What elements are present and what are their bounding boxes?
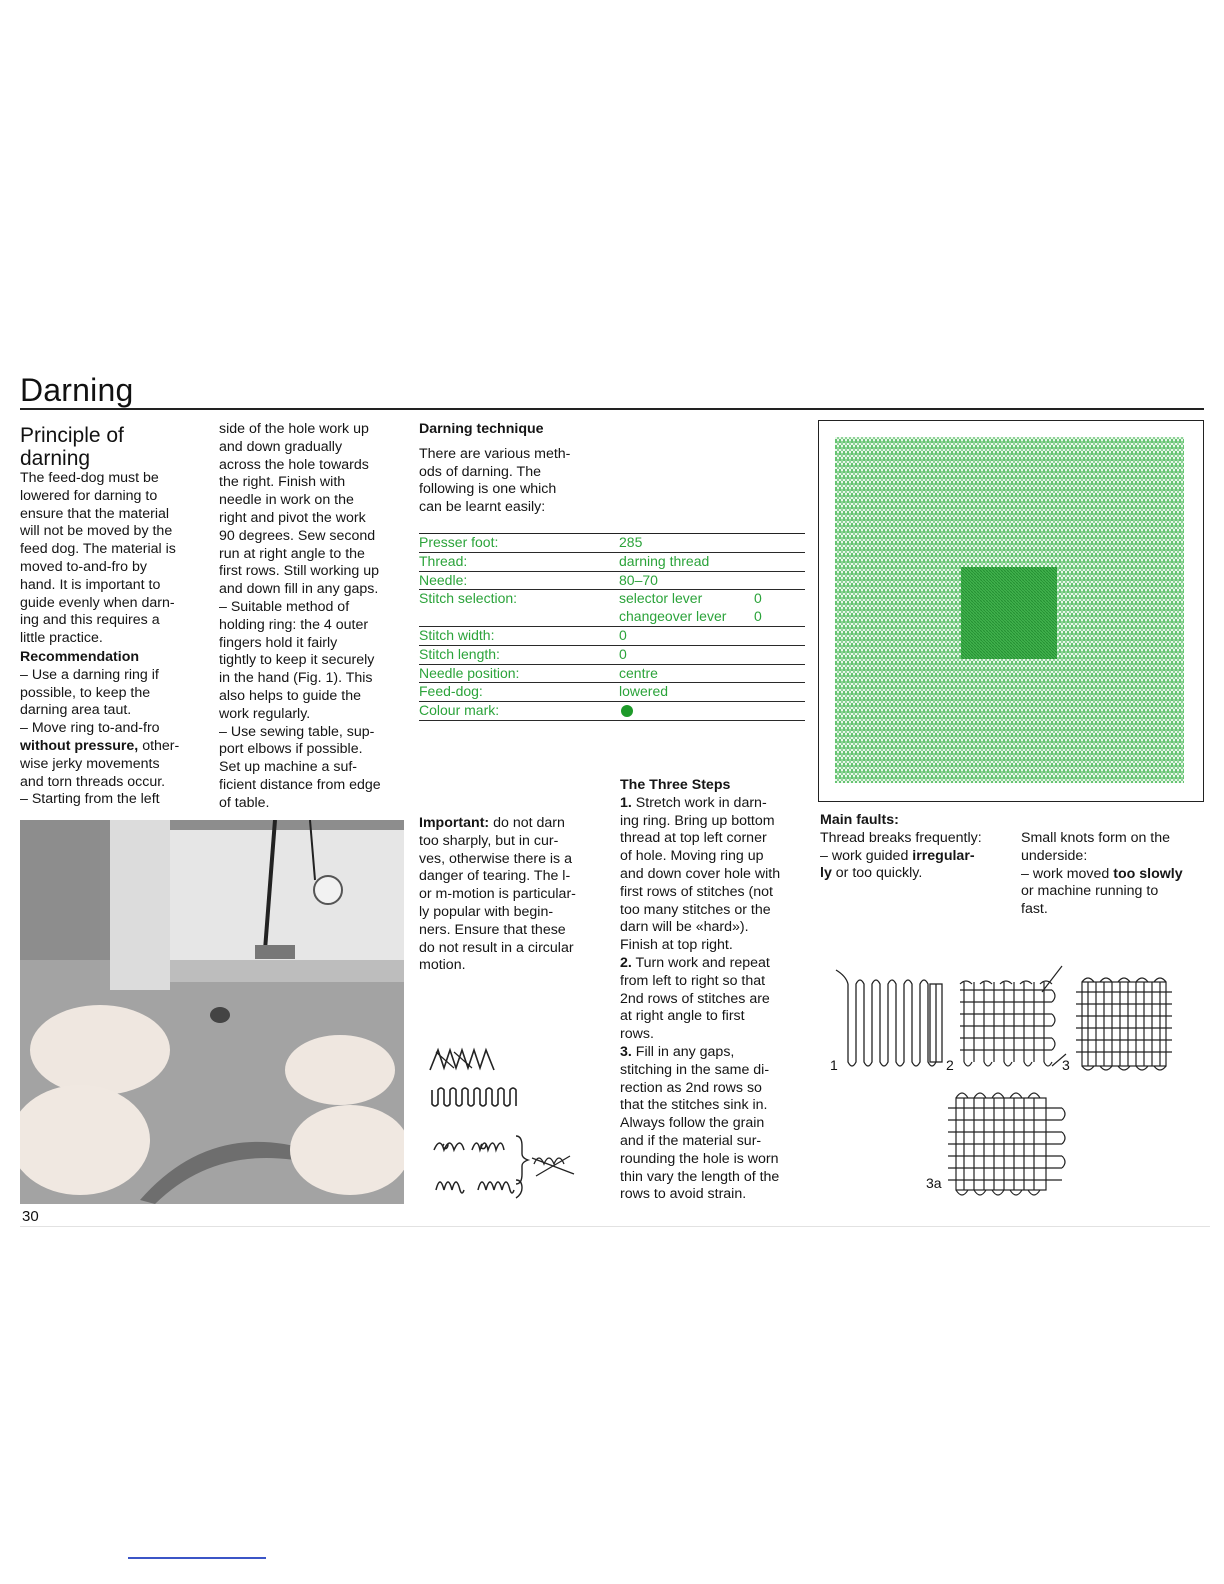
settings-value: 285 <box>619 534 643 550</box>
intro-line: feed dog. The material is <box>20 541 176 558</box>
step3-line: that the stitches sink in. <box>620 1097 768 1114</box>
important-line: danger of tearing. The l- <box>419 868 571 885</box>
step1-lines <box>620 813 816 955</box>
column-principle <box>20 424 205 809</box>
recommendation-pre: possible, to keep the <box>20 684 151 701</box>
faults-right-line2: underside: <box>1021 847 1088 864</box>
faults-left-line1: Thread breaks frequently: <box>820 829 982 846</box>
step1-line: thread at top left corner <box>620 830 767 847</box>
settings-label: Stitch selection: <box>419 590 518 607</box>
important-first-text: do not darn <box>489 815 565 831</box>
recommendation-post: other- <box>138 737 180 754</box>
intro-line: The feed-dog must be <box>20 470 159 486</box>
step1-first-line <box>620 795 816 813</box>
settings-value-secondary: 0 <box>754 608 762 625</box>
right-hand <box>285 1035 395 1105</box>
settings-table <box>419 533 805 721</box>
three-steps <box>620 777 816 1204</box>
intro-line: hand. It is important to <box>20 576 161 593</box>
loop-motion-diagram-2 <box>472 1143 504 1150</box>
circular-motion-crossed-diagram <box>532 1156 574 1176</box>
column-continued <box>219 421 414 813</box>
machine-hands-illustration <box>20 820 404 1204</box>
column-line: in the hand (Fig. 1). This <box>219 670 373 687</box>
step1-line: first rows of stitches (not <box>620 883 773 900</box>
column-line: – Suitable method of <box>219 598 350 615</box>
settings-row <box>419 533 805 552</box>
darned-fabric-image <box>819 421 1202 800</box>
column-line: of table. <box>219 794 270 811</box>
m-motion-diagram <box>432 1088 516 1106</box>
faults-right-line3 <box>1021 866 1211 884</box>
column-line: holding ring: the 4 outer <box>219 616 369 633</box>
step1-number: 1. <box>620 794 632 811</box>
l-motion-diagram-1 <box>436 1182 464 1193</box>
important-lines <box>419 833 609 975</box>
important-note <box>419 815 609 975</box>
step3-line: thin vary the length of the <box>620 1168 780 1185</box>
important-first-line <box>419 815 609 833</box>
colour-mark-dot-icon <box>621 705 633 717</box>
three-steps-heading: The Three Steps <box>620 777 731 793</box>
faults-right-line1: Small knots form on the <box>1021 830 1171 846</box>
settings-value-secondary: 0 <box>754 590 762 607</box>
step2-line: 2nd rows of stitches are <box>620 990 770 1007</box>
column-line: – Use sewing table, sup- <box>219 723 375 740</box>
faults-right <box>1021 830 1211 919</box>
principle-intro <box>20 470 205 648</box>
column-line: and down gradually <box>219 438 343 455</box>
step1-line: of hole. Moving ring up <box>620 848 764 865</box>
step2-lines <box>620 973 816 1044</box>
recommendation-pre: – Starting from the left <box>20 791 160 808</box>
technique-line: ods of darning. The <box>419 463 541 480</box>
step3-number: 3. <box>620 1043 632 1060</box>
faults-left-line2-bold: irregular- <box>912 847 975 864</box>
settings-table-bottom-rule <box>419 720 805 721</box>
recommendation-pre: – Move ring to-and-fro <box>20 720 160 737</box>
settings-row <box>419 664 805 683</box>
machine-hands-photo <box>20 820 404 1204</box>
column-line: port elbows if possible. <box>219 741 363 758</box>
bracket-top <box>516 1136 528 1184</box>
recommendation-line <box>20 738 205 756</box>
column-line: tightly to keep it securely <box>219 652 375 669</box>
column-line: side of the hole work up <box>219 421 369 437</box>
settings-row <box>419 571 805 590</box>
bottom-rule <box>20 1226 1210 1227</box>
settings-value: lowered <box>619 683 669 700</box>
principle-heading-line1: Principle of <box>20 424 124 447</box>
page-number: 30 <box>22 1208 39 1225</box>
step3-line: and if the material sur- <box>620 1132 762 1149</box>
step3-line: rounding the hole is worn <box>620 1150 779 1167</box>
recommendation-line <box>20 774 205 792</box>
faults-left-line3-post: or too quickly. <box>831 865 923 882</box>
recommendation-pre: darning area taut. <box>20 702 132 719</box>
column-line: Set up machine a suf- <box>219 759 358 776</box>
recommendation-pre: – Use a darning ring if <box>20 666 159 683</box>
settings-label: Needle: <box>419 571 468 588</box>
recommendation-line <box>20 685 205 703</box>
intro-line: moved to-and-fro by <box>20 558 147 575</box>
important-line: ves, otherwise there is a <box>419 850 572 867</box>
recommendation-line <box>20 702 205 720</box>
faults-left-line2 <box>820 848 1010 866</box>
diagram-step-2 <box>960 966 1062 1066</box>
faults-left <box>820 812 1010 883</box>
faults-left-line2-pre: – work guided <box>820 847 913 864</box>
recommendation-bold: without pressure, <box>20 737 139 754</box>
faults-left-line3 <box>820 865 1010 883</box>
footer-mark-line <box>128 1557 266 1559</box>
settings-value: 80–70 <box>619 571 658 588</box>
settings-value: 0 <box>619 626 627 643</box>
column-line: needle in work on the <box>219 492 354 509</box>
settings-label: Stitch width: <box>419 626 495 643</box>
diagram-label-3: 3 <box>1062 1057 1070 1073</box>
faults-heading: Main faults: <box>820 812 899 828</box>
recommendation-pre: and torn threads occur. <box>20 773 166 790</box>
step1-line: ing ring. Bring up bottom <box>620 812 775 829</box>
step2-line: rows. <box>620 1026 654 1043</box>
settings-row <box>419 682 805 701</box>
technique-line: following is one which <box>419 481 557 498</box>
intro-line: lowered for darning to <box>20 487 158 504</box>
faults-right-line4: or machine running to <box>1021 883 1159 900</box>
step1-first-text: Stretch work in darn- <box>631 794 767 811</box>
intro-line: ing and this requires a <box>20 612 160 629</box>
l-motion-diagram-2 <box>478 1182 514 1193</box>
settings-row <box>419 589 805 608</box>
settings-row <box>419 608 805 626</box>
settings-label: Stitch length: <box>419 645 500 662</box>
important-line: do not result in a circular <box>419 939 574 956</box>
settings-value: centre <box>619 664 658 681</box>
motion-diagrams <box>424 1040 594 1210</box>
step3-line: stitching in the same di- <box>620 1061 770 1078</box>
technique-line: There are various meth- <box>419 445 571 462</box>
column-line: run at right angle to the <box>219 545 365 562</box>
step3-first-text: Fill in any gaps, <box>631 1043 735 1060</box>
darned-fabric-figure <box>818 420 1204 802</box>
column-line: across the hole towards <box>219 456 369 473</box>
loop-motion-diagram-1 <box>434 1143 464 1150</box>
settings-row <box>419 645 805 664</box>
important-line: too sharply, but in cur- <box>419 832 559 849</box>
column-line: also helps to guide the <box>219 687 361 704</box>
recommendation-pre: wise jerky movements <box>20 755 160 772</box>
step2-line: at right angle to first <box>620 1008 745 1025</box>
column-line: 90 degrees. Sew second <box>219 527 376 544</box>
step3-line: rows to avoid strain. <box>620 1186 747 1203</box>
diagram-label-2: 2 <box>946 1057 954 1073</box>
technique-intro <box>419 446 619 517</box>
step2-first-line <box>620 955 816 973</box>
step1-line: and down cover hole with <box>620 865 781 882</box>
faults-right-line3-bold: too slowly <box>1113 865 1183 882</box>
title-rule <box>20 408 1204 410</box>
settings-value: 0 <box>619 645 627 662</box>
intro-line: ensure that the material <box>20 505 170 522</box>
settings-value: changeover lever <box>619 608 727 625</box>
page-title: Darning <box>20 372 134 408</box>
settings-label: Feed-dog: <box>419 683 483 700</box>
column-line: fingers hold it fairly <box>219 634 338 651</box>
important-label: Important: <box>419 815 490 831</box>
principle-heading-line2: darning <box>20 447 91 470</box>
colour-mark-label: Colour mark: <box>419 702 500 719</box>
step2-line: from left to right so that <box>620 972 766 989</box>
step3-lines <box>620 1062 816 1204</box>
column-line: right and pivot the work <box>219 509 366 526</box>
intro-line: little practice. <box>20 630 103 647</box>
important-line: or m-motion is particular- <box>419 886 576 903</box>
column-line: the right. Finish with <box>219 474 346 491</box>
column-line: work regularly. <box>219 705 311 722</box>
faults-right-line5: fast. <box>1021 901 1048 918</box>
recommendation-line <box>20 720 205 738</box>
intro-line: guide evenly when darn- <box>20 594 175 611</box>
intro-line: will not be moved by the <box>20 523 173 540</box>
tension-dial <box>314 876 342 904</box>
technique-line: can be learnt easily: <box>419 499 546 516</box>
step1-line: darn will be «hard»). <box>620 919 749 936</box>
column-line: and down fill in any gaps. <box>219 581 379 598</box>
recommendation-list <box>20 667 205 809</box>
technique-block <box>419 421 619 517</box>
left-hand <box>30 1005 170 1095</box>
technique-heading: Darning technique <box>419 421 544 437</box>
step3-line: Always follow the grain <box>620 1115 765 1132</box>
step1-line: too many stitches or the <box>620 901 771 918</box>
column-line: first rows. Still working up <box>219 563 380 580</box>
step3-line: rection as 2nd rows so <box>620 1079 762 1096</box>
settings-row <box>419 552 805 571</box>
step-diagrams <box>826 962 1206 1202</box>
settings-value: selector lever <box>619 590 703 607</box>
darned-patch <box>961 567 1057 659</box>
settings-row <box>419 626 805 645</box>
step2-first-text: Turn work and repeat <box>631 954 770 971</box>
faults-right-line3-pre: – work moved <box>1021 865 1114 882</box>
diagram-label-1: 1 <box>830 1057 838 1073</box>
faults-left-line3-bold: ly <box>820 865 832 882</box>
recommendation-heading: Recommendation <box>20 648 140 665</box>
diagram-step-3a <box>948 1093 1065 1195</box>
step3-first-line <box>620 1044 816 1062</box>
diagram-step-1 <box>836 970 942 1066</box>
settings-label: Needle position: <box>419 664 520 681</box>
important-line: ners. Ensure that these <box>419 921 566 938</box>
column-line: ficient distance from edge <box>219 776 381 793</box>
zigzag-motion-diagram <box>430 1050 494 1070</box>
settings-row-colour-mark <box>419 701 805 720</box>
recommendation-line <box>20 667 205 685</box>
recommendation-line <box>20 756 205 774</box>
step2-number: 2. <box>620 954 632 971</box>
recommendation-line <box>20 791 205 809</box>
important-line: motion. <box>419 957 466 974</box>
diagram-label-3a: 3a <box>926 1175 942 1191</box>
settings-value: darning thread <box>619 552 710 569</box>
step1-line: Finish at top right. <box>620 937 733 954</box>
diagram-step-3 <box>1076 978 1172 1070</box>
settings-label: Presser foot: <box>419 534 499 550</box>
settings-label: Thread: <box>419 552 468 569</box>
important-line: ly popular with begin- <box>419 903 554 920</box>
